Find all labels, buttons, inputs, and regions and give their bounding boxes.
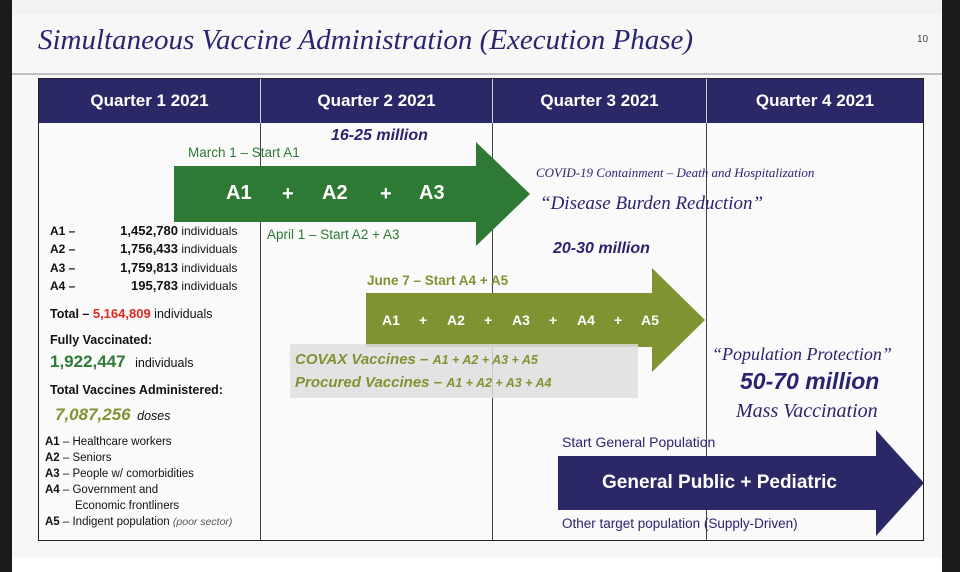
total-unit: individuals xyxy=(150,307,213,321)
stat-row-a3 xyxy=(50,260,237,275)
arrow2-group-a5: A5 xyxy=(641,312,659,328)
arrow2-group-a3: A3 xyxy=(512,312,530,328)
covax-vaccines-line xyxy=(295,351,538,368)
legend-a3 xyxy=(45,468,194,480)
stat-key: A2 – xyxy=(50,242,76,256)
quarter-3-header: Quarter 3 2021 xyxy=(493,79,707,123)
arrow2-plus: + xyxy=(419,312,428,328)
stat-row-a2 xyxy=(50,241,237,256)
stat-row-a1 xyxy=(50,223,237,238)
arrow1-plus: + xyxy=(282,183,294,205)
stat-value: 1,756,433 xyxy=(120,241,178,256)
arrow1-group-a3: A3 xyxy=(419,182,445,204)
total-line xyxy=(50,306,213,321)
fully-vaccinated-line xyxy=(50,352,194,372)
legend-code: A1 xyxy=(45,436,60,448)
stat-row-a4 xyxy=(50,278,237,293)
total-administered-value: 7,087,256 xyxy=(55,405,131,424)
arrow1-followup-note: April 1 – Start A2 + A3 xyxy=(267,227,400,242)
stat-unit: individuals xyxy=(181,279,238,293)
legend-desc: – Seniors xyxy=(59,452,112,464)
general-start-note: Start General Population xyxy=(562,434,716,450)
fully-vaccinated-label: Fully Vaccinated: xyxy=(50,333,153,347)
arrow1-plus: + xyxy=(380,183,392,205)
arrow2-plus: + xyxy=(549,312,558,328)
population-quote: “Population Protection” xyxy=(712,344,892,364)
containment-quote: “Disease Burden Reduction” xyxy=(540,193,764,214)
legend-code: A4 xyxy=(45,484,60,496)
arrow2-group-a2: A2 xyxy=(447,312,465,328)
stat-key: A4 – xyxy=(50,279,76,293)
quarter-4-header: Quarter 4 2021 xyxy=(755,91,875,110)
total-administered-label: Total Vaccines Administered: xyxy=(50,383,223,397)
legend-desc: Economic frontliners xyxy=(75,500,180,512)
population-target: 50-70 million xyxy=(740,368,880,394)
general-public-label: General Public + Pediatric xyxy=(602,472,837,493)
arrow1-target: 16-25 million xyxy=(331,127,428,144)
total-administered-unit: doses xyxy=(137,409,171,423)
legend-code: A5 xyxy=(45,516,60,528)
containment-subtitle: COVID-19 Containment – Death and Hospitalization xyxy=(536,165,815,180)
legend-a4 xyxy=(45,484,158,496)
stat-unit: individuals xyxy=(181,242,238,256)
fully-vaccinated-value: 1,922,447 xyxy=(50,352,126,371)
legend-code: A3 xyxy=(45,468,60,480)
quarter-2-header: Quarter 2 2021 xyxy=(261,79,493,123)
legend-a5 xyxy=(45,516,232,528)
legend-desc: – Indigent population xyxy=(59,516,173,528)
mass-vaccination-label: Mass Vaccination xyxy=(736,400,878,422)
arrow2-plus: + xyxy=(484,312,493,328)
arrow1-group-a2: A2 xyxy=(322,182,348,204)
arrow2-plus: + xyxy=(614,312,623,328)
total-value: 5,164,809 xyxy=(92,306,151,321)
quarter-1-header: Quarter 1 2021 xyxy=(39,79,261,123)
legend-desc: – Government and xyxy=(59,484,159,496)
stat-key: A1 – xyxy=(50,224,76,238)
arrow2-start-note: June 7 – Start A4 + A5 xyxy=(367,273,509,288)
fully-vaccinated-unit: individuals xyxy=(135,356,194,370)
procured-label: Procured Vaccines – xyxy=(295,374,447,391)
arrow2-target: 20-30 million xyxy=(553,240,650,257)
arrow2-group-a4: A4 xyxy=(577,312,595,328)
supply-driven-note: Other target population (Supply-Driven) xyxy=(562,516,798,531)
stat-value: 1,759,813 xyxy=(120,260,178,275)
legend-a2 xyxy=(45,452,111,464)
stat-unit: individuals xyxy=(181,224,238,238)
stat-value: 1,452,780 xyxy=(120,223,178,238)
total-administered-line xyxy=(55,405,170,425)
arrow1-start-note: March 1 – Start A1 xyxy=(188,145,300,160)
covax-label: COVAX Vaccines – xyxy=(295,351,433,368)
stat-unit: individuals xyxy=(181,261,238,275)
legend-desc: – Healthcare workers xyxy=(59,436,172,448)
slide-title: Simultaneous Vaccine Administration (Execution Phase) xyxy=(38,24,694,56)
procured-groups: A1 + A2 + A3 + A4 xyxy=(446,376,552,390)
legend-a1 xyxy=(45,436,172,448)
stat-key: A3 – xyxy=(50,261,76,275)
arrow2-group-a1: A1 xyxy=(382,312,400,328)
legend-desc: – People w/ comorbidities xyxy=(59,468,194,480)
stat-value: 195,783 xyxy=(131,278,178,293)
arrow1-group-a1: A1 xyxy=(226,182,252,204)
legend-a4-continued xyxy=(75,500,179,512)
total-label: Total – xyxy=(50,307,93,321)
page-number: 10 xyxy=(917,34,929,45)
legend-code: A2 xyxy=(45,452,60,464)
legend-note: (poor sector) xyxy=(172,516,233,528)
covax-groups: A1 + A2 + A3 + A5 xyxy=(432,353,538,367)
procured-vaccines-line xyxy=(295,374,551,391)
